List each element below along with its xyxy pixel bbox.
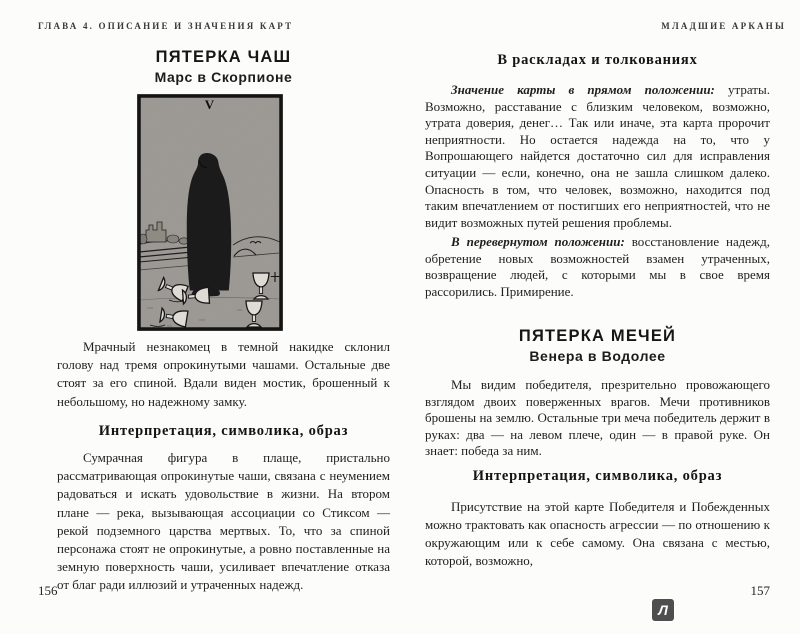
- reversed-meaning-text: восстановление надежд, обретение новых возможностей взамен утраченных, возвращение людей, с которыми мы в свое время рассорились. Примирение.: [425, 234, 770, 299]
- section-heading-interpretation-right: Интерпретация, символика, образ: [472, 468, 723, 484]
- upright-meaning-lead: Значение карты в прямом положении:: [451, 82, 715, 97]
- tarot-card-five-of-cups: [137, 94, 283, 331]
- section-heading-interpretation-left: Интерпретация, символика, образ: [98, 423, 349, 439]
- upright-meaning-text: утраты. Возможно, расставание с близким человеком, возможно, утрата доверия, денег… Так или иначе, эта карта пророчит неприятности. Но остается надежда на то, что у Вопрошающего найдется достаточно сил для исправления ситуации — если, конечно, она не зашла слишком далеко. Опасность в том, что человек, возможно, находится под таким впечатлением от постигших его неприятностей, что не видит возможных путей решения проблемы.: [425, 82, 770, 230]
- page-number-left: 156: [38, 583, 58, 598]
- card-astro-subtitle: Марс в Скорпионе: [154, 69, 293, 85]
- card-title-five-of-cups: ПЯТЕРКА ЧАШ: [155, 48, 292, 66]
- card-roman-numeral: V: [204, 97, 216, 112]
- card-title-five-of-swords: ПЯТЕРКА МЕЧЕЙ: [518, 327, 677, 345]
- card-description-paragraph: Мрачный незнакомец в темной накидке склонил голову над тремя опрокинутыми чашами. Остальные две стоят за его спиной. Вдали виден мостик, брошенный к небольшому, но надежному замку.: [57, 339, 390, 409]
- running-head-right: МЛАДШИЕ АРКАНЫ: [661, 21, 786, 31]
- card-description-paragraph-right: Мы видим победителя, презрительно провожающего взглядом двоих поверженных врагов. Мечи противников брошены на землю. Остальные три меча победитель держит в руках: два — на левом плече, один — в правой руке. Он знает: победа за ним.: [425, 377, 770, 459]
- upright-meaning-paragraph: [425, 82, 770, 231]
- reversed-meaning-lead: В перевернутом положении:: [451, 234, 625, 249]
- interpretation-paragraph-left: Сумрачная фигура в плаще, пристально рассматривающая опрокинутые чаши, связана с неумением радоваться и искать удовольствие в жизни. На втором плане — река, вызывающая ассоциации со Стиксом — рекой подземного царства мертвых. То, что за спиной персонажа стоят не опрокинутые, а ровно поставленные на земную поверхность чаши, усиливает впечатление отказа от благ ради иллюзий и утраченных надежд.: [57, 450, 390, 593]
- card-astro-subtitle-right: Венера в Водолее: [529, 348, 666, 364]
- page-number-right: 157: [750, 583, 770, 598]
- interpretation-paragraph-right: Присутствие на этой карте Победителя и Побежденных можно трактовать как опасность агрессии — по отношению к окружающим или к себе самому. Она связана с местью, которой, возможно,: [425, 499, 770, 568]
- reversed-meaning-paragraph: [425, 234, 770, 300]
- labirint-logo-badge: Л: [652, 599, 674, 621]
- running-head-left: ГЛАВА 4. ОПИСАНИЕ И ЗНАЧЕНИЯ КАРТ: [38, 21, 294, 31]
- five-of-cups-illustration: [137, 94, 283, 331]
- section-heading-spreads: В раскладах и толкованиях: [497, 52, 698, 68]
